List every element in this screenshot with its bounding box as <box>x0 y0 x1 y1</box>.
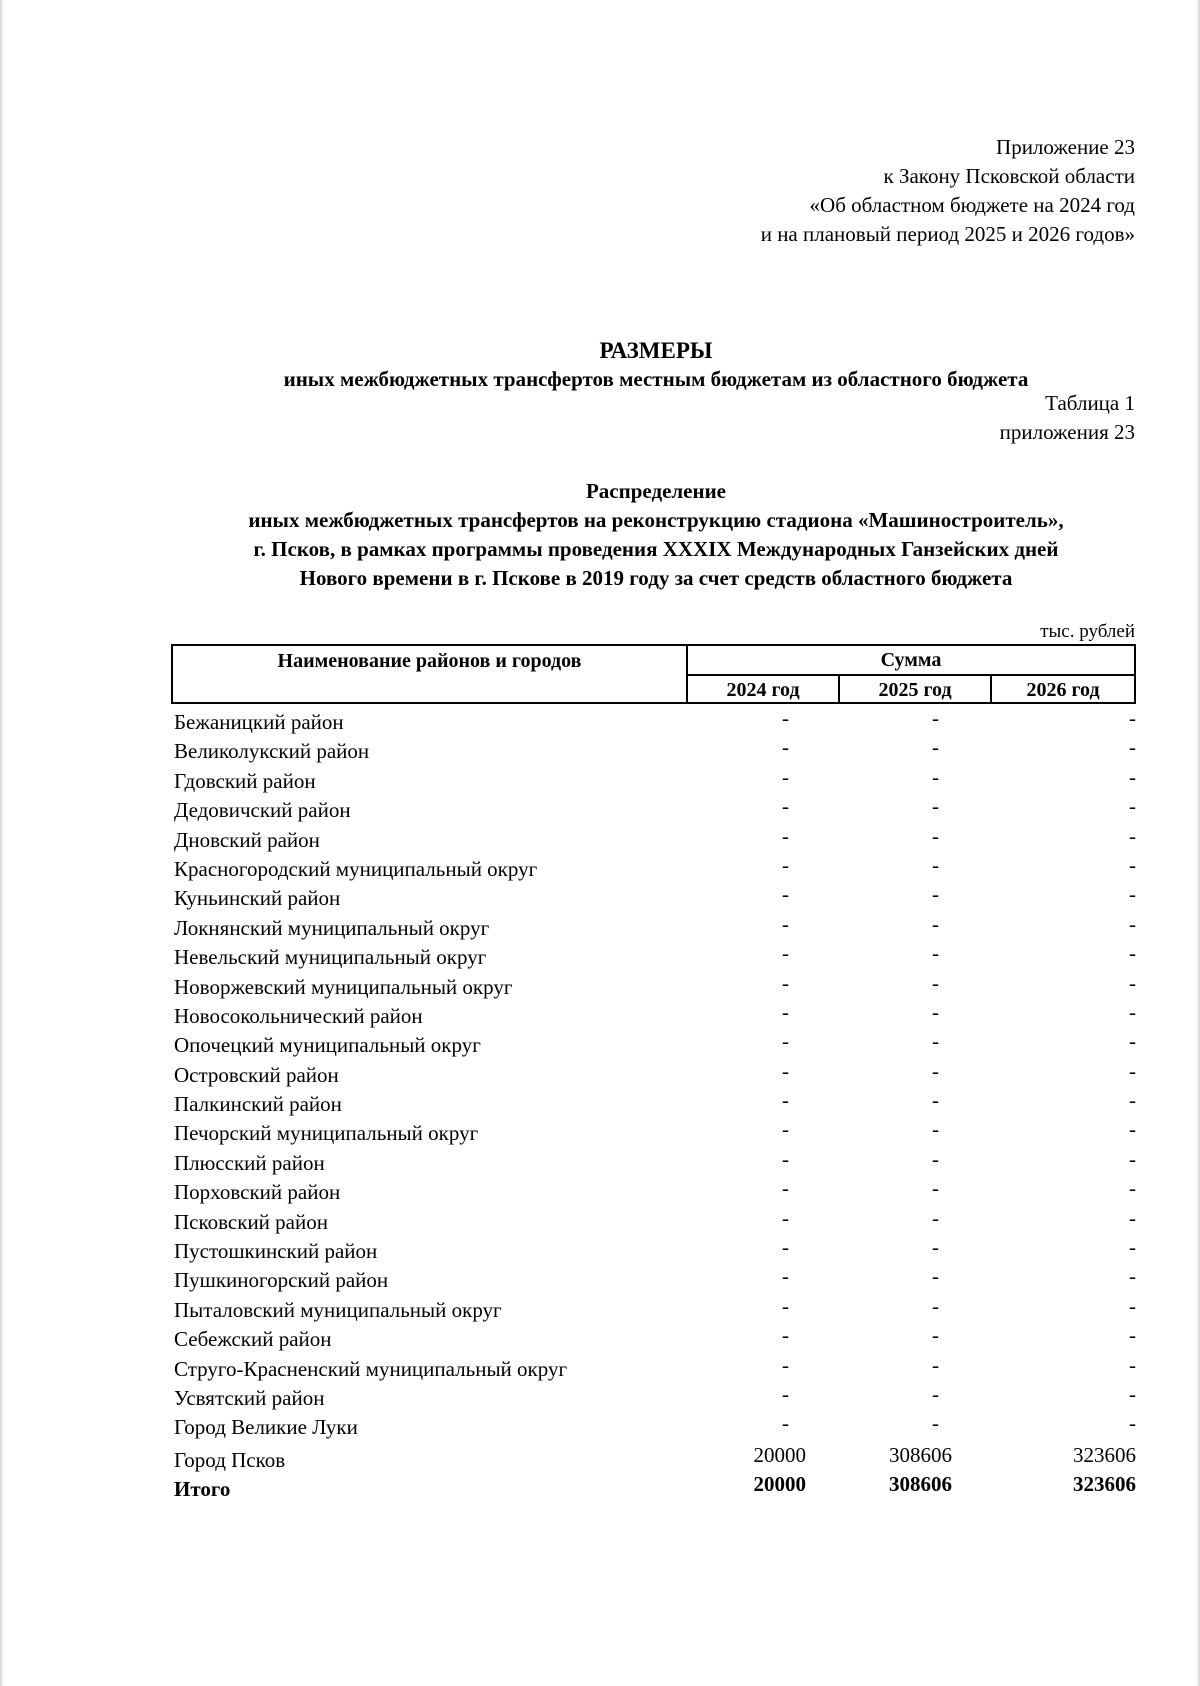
row-value-2025: - <box>932 1146 939 1171</box>
row-value-2024: - <box>782 1205 789 1230</box>
row-name: Гдовский район <box>174 768 316 793</box>
row-value-2025: - <box>932 852 939 877</box>
header-year-2026: 2026 год <box>1026 679 1100 701</box>
row-value-2026: - <box>1129 1088 1136 1113</box>
row-name: Дновский район <box>174 827 320 852</box>
row-value-2025: - <box>932 1352 939 1377</box>
row-name: Пушкиногорский район <box>174 1268 389 1293</box>
row-name: Великолукский район <box>174 739 370 764</box>
row-value-2024: - <box>782 794 789 819</box>
row-value-2025: - <box>932 1411 939 1436</box>
row-name: Дедовичский район <box>174 798 351 823</box>
row-value-2024: 20000 <box>753 1442 806 1467</box>
document-title: РАЗМЕРЫ <box>599 338 713 363</box>
row-value-2024: - <box>782 1323 789 1348</box>
row-value-2025: - <box>932 1235 939 1260</box>
row-value-2024: - <box>782 852 789 877</box>
document-subtitle: иных межбюджетных трансфертов местным бюджетам из областного бюджета <box>283 367 1029 391</box>
table-row <box>171 1177 1136 1206</box>
row-name: Опочецкий муниципальный округ <box>174 1033 481 1058</box>
row-value-2026: - <box>1129 1235 1136 1260</box>
row-name: Куньинский район <box>174 886 341 911</box>
distribution-line-3: г. Псков, в рамках программы проведения XXXIX Международных Ганзейских дней <box>253 537 1059 561</box>
table-row <box>171 1118 1136 1147</box>
row-name: Палкинский район <box>174 1092 342 1117</box>
row-value-2025: - <box>932 823 939 848</box>
table-row <box>171 1207 1136 1236</box>
table-row <box>171 1001 1136 1030</box>
total-value-2025: 308606 <box>889 1472 952 1497</box>
table-ref-line-1: Таблица 1 <box>1045 391 1135 415</box>
table-row <box>171 1295 1136 1324</box>
row-value-2026: - <box>1129 1264 1136 1289</box>
row-value-2026: - <box>1129 1293 1136 1318</box>
table-row <box>171 1354 1136 1383</box>
row-value-2024: - <box>782 999 789 1024</box>
annex-reference <box>761 133 1135 249</box>
row-value-2025: - <box>932 999 939 1024</box>
row-value-2024: - <box>782 941 789 966</box>
row-value-2026: - <box>1129 794 1136 819</box>
row-value-2024: - <box>782 1117 789 1142</box>
row-value-2025: - <box>932 911 939 936</box>
row-name: Невельский муниципальный округ <box>174 945 487 970</box>
units-label: тыс. рублей <box>1040 621 1135 642</box>
table-row <box>171 825 1136 854</box>
row-value-2024: - <box>782 1264 789 1289</box>
row-value-2026: - <box>1129 823 1136 848</box>
row-value-2026: - <box>1129 882 1136 907</box>
row-value-2025: - <box>932 1058 939 1083</box>
row-value-2024: - <box>782 911 789 936</box>
row-value-2024: - <box>782 1381 789 1406</box>
row-name: Пыталовский муниципальный округ <box>174 1297 502 1322</box>
row-value-2026: - <box>1129 1058 1136 1083</box>
row-value-2026: - <box>1129 735 1136 760</box>
row-value-2025: - <box>932 1381 939 1406</box>
row-name: Бежаницкий район <box>174 710 344 734</box>
row-value-2025: - <box>932 764 939 789</box>
table-row <box>171 972 1136 1001</box>
row-value-2026: - <box>1129 1176 1136 1201</box>
table-row <box>171 1060 1136 1089</box>
table-row <box>171 1324 1136 1353</box>
row-name: Струго-Красненский муниципальный округ <box>174 1356 568 1381</box>
row-value-2024: - <box>782 1176 789 1201</box>
annex-line-3: «Об областном бюджете на 2024 год <box>809 193 1135 217</box>
row-name: Новоржевский муниципальный округ <box>174 974 513 999</box>
row-value-2025: - <box>932 1323 939 1348</box>
scan-edge-right <box>1196 0 1200 1686</box>
row-value-2026: - <box>1129 1411 1136 1436</box>
row-value-2026: 323606 <box>1073 1442 1136 1467</box>
row-name: Пустошкинский район <box>174 1239 378 1264</box>
row-name: Псковский район <box>174 1209 328 1234</box>
row-value-2026: - <box>1129 706 1136 730</box>
row-value-2024: - <box>782 764 789 789</box>
row-name: Порховский район <box>174 1180 341 1205</box>
row-name: Плюсский район <box>174 1150 325 1175</box>
row-value-2025: - <box>932 882 939 907</box>
header-sum: Сумма <box>688 646 1134 676</box>
header-year-2025: 2025 год <box>840 676 992 702</box>
row-value-2026: - <box>1129 1205 1136 1230</box>
table-reference <box>1000 389 1135 447</box>
row-value-2025: - <box>932 1029 939 1054</box>
row-value-2024: - <box>782 735 789 760</box>
table-row <box>171 1148 1136 1177</box>
table-row <box>171 707 1136 736</box>
annex-line-2: к Закону Псковской области <box>883 164 1135 188</box>
row-value-2026: - <box>1129 970 1136 995</box>
row-value-2025: - <box>932 970 939 995</box>
table-row <box>171 913 1136 942</box>
row-value-2024: - <box>782 1029 789 1054</box>
header-name-column: Наименование районов и городов <box>173 646 688 702</box>
row-value-2024: - <box>782 823 789 848</box>
row-value-2024: - <box>782 1411 789 1436</box>
table-row <box>171 795 1136 824</box>
total-value-2026: 323606 <box>1073 1472 1136 1497</box>
row-value-2024: - <box>782 1058 789 1083</box>
row-value-2026: - <box>1129 1146 1136 1171</box>
row-name: Локнянский муниципальный округ <box>174 915 490 940</box>
row-value-2026: - <box>1129 941 1136 966</box>
distribution-line-2: иных межбюджетных трансфертов на реконструкцию стадиона «Машиностроитель», <box>248 508 1064 532</box>
row-value-2026: - <box>1129 1029 1136 1054</box>
row-value-2024: - <box>782 706 789 730</box>
row-value-2025: - <box>932 941 939 966</box>
row-value-2024: - <box>782 1352 789 1377</box>
table-row <box>171 883 1136 912</box>
table-ref-line-2: приложения 23 <box>999 420 1135 444</box>
table-row <box>171 736 1136 765</box>
row-value-2024: - <box>782 1088 789 1113</box>
row-value-2026: - <box>1129 1323 1136 1348</box>
table-header <box>171 644 1136 704</box>
row-value-2026: - <box>1129 911 1136 936</box>
row-value-2025: - <box>932 1264 939 1289</box>
table-row <box>171 1412 1136 1441</box>
distribution-line-1: Распределение <box>585 479 727 503</box>
row-name: Островский район <box>174 1062 339 1087</box>
table-total-row <box>171 1471 1136 1500</box>
table-row <box>171 854 1136 883</box>
total-value-2024: 20000 <box>753 1472 806 1497</box>
row-value-2026: - <box>1129 764 1136 789</box>
row-value-2025: 308606 <box>889 1442 952 1467</box>
header-year-2024: 2024 год <box>688 676 840 702</box>
row-name: Город Великие Луки <box>174 1415 358 1440</box>
row-value-2026: - <box>1129 999 1136 1024</box>
row-name: Город Псков <box>174 1447 286 1472</box>
annex-line-4: и на плановый период 2025 и 2026 годов» <box>760 222 1135 246</box>
row-name: Усвятский район <box>174 1385 325 1410</box>
row-value-2024: - <box>782 1146 789 1171</box>
table-row <box>171 1383 1136 1412</box>
row-name: Красногородский муниципальный округ <box>174 856 538 881</box>
row-value-2024: - <box>782 970 789 995</box>
table-row <box>171 1089 1136 1118</box>
row-value-2025: - <box>932 794 939 819</box>
table-body <box>171 707 1136 1501</box>
total-name: Итого <box>174 1477 231 1502</box>
distribution-line-4: Нового времени в г. Пскове в 2019 году за счет средств областного бюджета <box>299 566 1013 590</box>
annex-line-1: Приложение 23 <box>996 135 1135 159</box>
row-name: Новосокольнический район <box>174 1003 423 1028</box>
row-value-2025: - <box>932 1293 939 1318</box>
row-value-2025: - <box>932 1117 939 1142</box>
row-value-2025: - <box>932 735 939 760</box>
row-value-2026: - <box>1129 1117 1136 1142</box>
row-value-2026: - <box>1129 852 1136 877</box>
row-name: Печорский муниципальный округ <box>174 1121 479 1146</box>
row-name: Себежский район <box>174 1327 332 1352</box>
row-value-2024: - <box>782 882 789 907</box>
scan-edge-left <box>0 0 4 1686</box>
row-value-2024: - <box>782 1293 789 1318</box>
row-value-2025: - <box>932 706 939 730</box>
table-row <box>171 766 1136 795</box>
row-value-2026: - <box>1129 1381 1136 1406</box>
row-value-2025: - <box>932 1205 939 1230</box>
row-value-2026: - <box>1129 1352 1136 1377</box>
table-row <box>171 1265 1136 1294</box>
row-value-2024: - <box>782 1235 789 1260</box>
row-value-2025: - <box>932 1176 939 1201</box>
table-row <box>171 1030 1136 1059</box>
table-row <box>171 942 1136 971</box>
table-row <box>171 1236 1136 1265</box>
distribution-title <box>0 477 1200 593</box>
row-value-2025: - <box>932 1088 939 1113</box>
table-row <box>171 1442 1136 1471</box>
